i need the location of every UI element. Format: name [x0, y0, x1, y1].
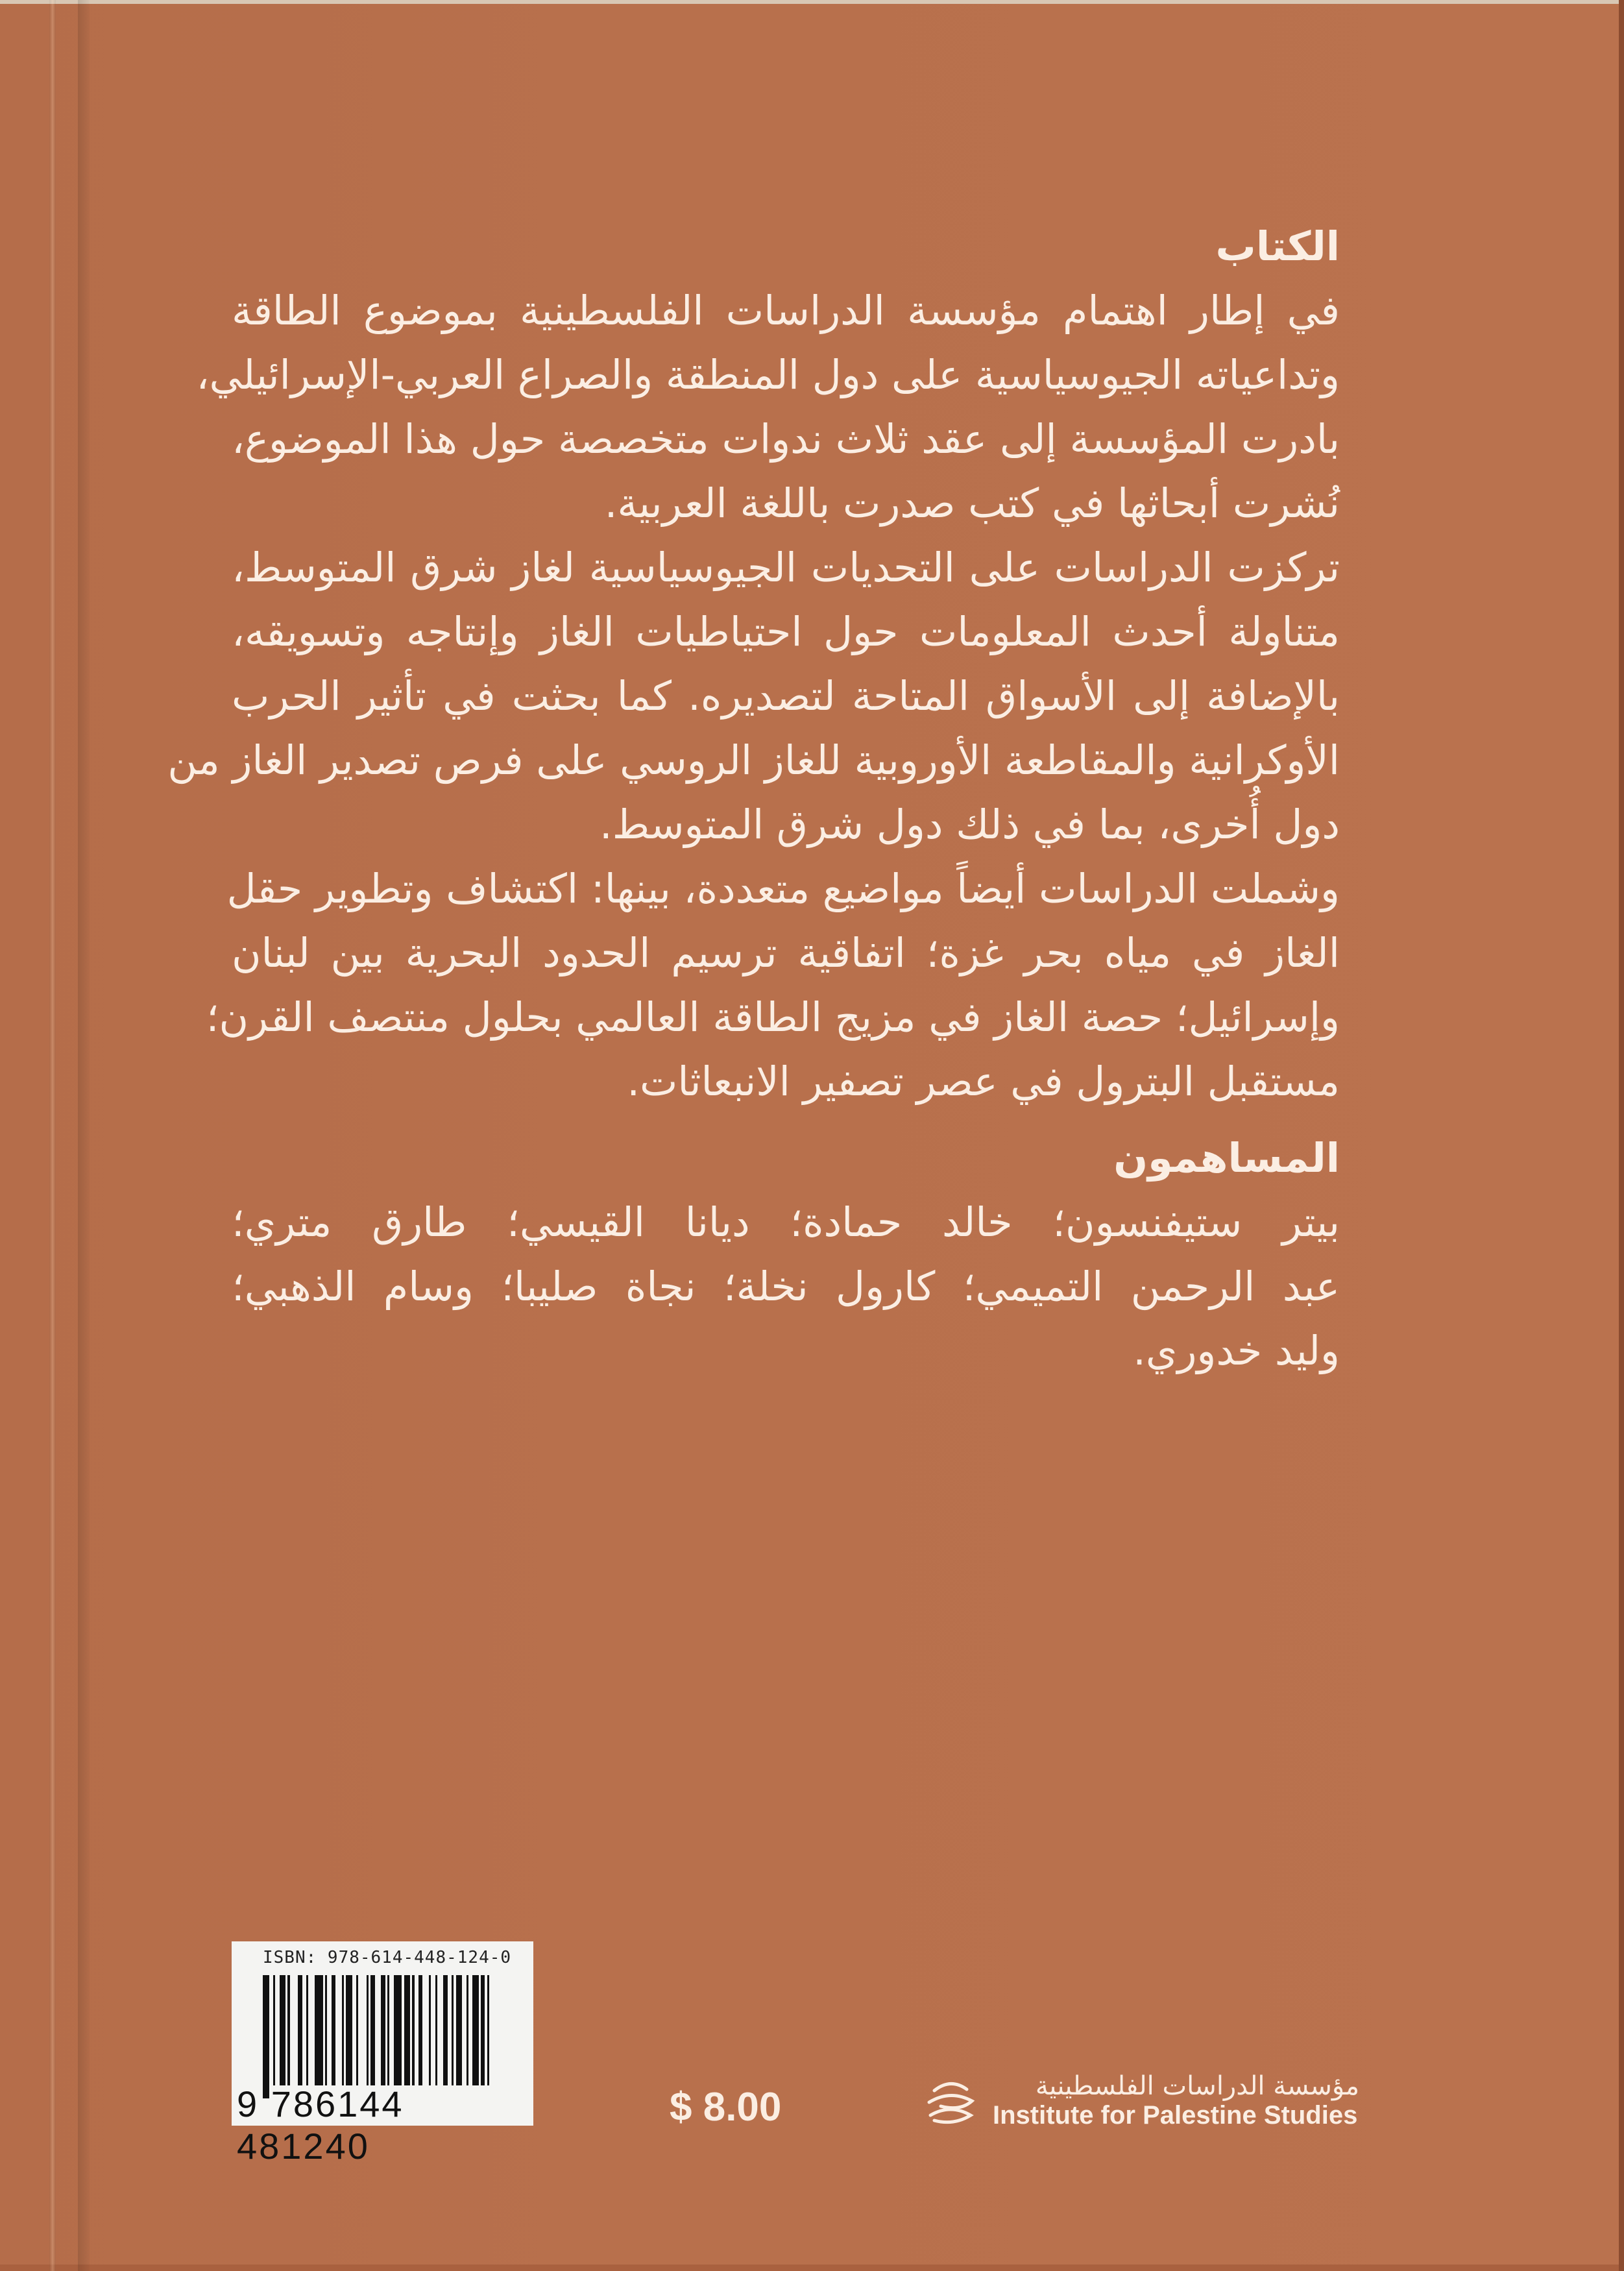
barcode-bar [467, 1975, 468, 2085]
barcode-bar [356, 1975, 358, 2085]
contributors-line: بيتر ستيفنسون؛ خالد حمادة؛ ديانا القيسي؛ طارق متري؛ [232, 1198, 1340, 1246]
page-edges [0, 0, 1619, 4]
barcode-bar [487, 1975, 489, 2085]
spine-hinge [49, 0, 56, 2271]
barcode-bar [325, 1975, 327, 2085]
text-line: الأوكرانية والمقاطعة الأوروبية للغاز الروسي على فرص تصدير الغاز من [167, 736, 1340, 784]
barcode-bar [306, 1975, 308, 2085]
barcode-bar [342, 1975, 344, 2085]
barcode-bar [263, 1975, 269, 2098]
barcode-bar [418, 1975, 422, 2085]
book-description [167, 214, 1340, 1113]
barcode-bar [452, 1975, 454, 2085]
text-line: الغاز في مياه بحر غزة؛ اتفاقية ترسيم الحدود البحرية بين لبنان [232, 929, 1340, 977]
barcode-bar [287, 1975, 289, 2085]
spine-hinge-shadow [78, 0, 90, 2271]
barcode-digits: 9 786144 481240 [237, 2083, 404, 2167]
publisher-logo [921, 2071, 1363, 2133]
cover-edge [1619, 0, 1624, 2271]
text-line: بالإضافة إلى الأسواق المتاحة لتصديره. كما بحثت في تأثير الحرب [232, 672, 1340, 720]
barcode-bar [332, 1975, 335, 2085]
publisher-name-en: Institute for Palestine Studies [993, 2101, 1358, 2130]
barcode-bar [298, 1975, 302, 2085]
barcode-bars [263, 1975, 522, 2092]
text-line: وإسرائيل؛ حصة الغاز في مزيج الطاقة العالمي بحلول منتصف القرن؛ [206, 993, 1340, 1041]
barcode-bar [456, 1975, 463, 2085]
text-line: تركزت الدراسات على التحديات الجيوسياسية لغاز شرق المتوسط، [232, 544, 1340, 591]
barcode-bar [367, 1975, 369, 2085]
barcode-bar [346, 1975, 352, 2085]
text-line: وشملت الدراسات أيضاً مواضيع متعددة، بينها: اكتشاف وتطوير حقل [226, 865, 1340, 912]
text-line: مستقبل البترول في عصر تصفير الانبعاثات. [627, 1058, 1340, 1105]
barcode-bar [370, 1975, 374, 2085]
barcode-bar [404, 1975, 411, 2085]
price: $ 8.00 [670, 2085, 782, 2130]
contributors-line: وليد خدوري. [1133, 1327, 1340, 1374]
barcode-bar [435, 1975, 437, 2085]
publisher-emblem-icon [921, 2078, 980, 2130]
barcode-bar [394, 1975, 402, 2085]
contributors [232, 1126, 1340, 1383]
text-line: نُشرت أبحاثها في كتب صدرت باللغة العربية. [604, 480, 1340, 527]
barcode-bar [481, 1975, 485, 2085]
barcode-bar [429, 1975, 431, 2085]
text-line: بادرت المؤسسة إلى عقد ثلاث ندوات متخصصة حول هذا الموضوع، [232, 415, 1340, 463]
barcode-bar [315, 1975, 323, 2085]
barcode-bar [472, 1975, 479, 2085]
text-line: في إطار اهتمام مؤسسة الدراسات الفلسطينية بموضوع الطاقة [232, 287, 1340, 334]
barcode-bar [381, 1975, 385, 2085]
section-heading: المساهمون [1113, 1134, 1340, 1182]
isbn-barcode [232, 1941, 533, 2167]
barcode-bar [443, 1975, 447, 2085]
barcode-bar [387, 1975, 389, 2085]
section-heading: الكتاب [1215, 223, 1340, 270]
text-line: وتداعياته الجيوسياسية على دول المنطقة والصراع العربي-الإسرائيلي، [196, 351, 1340, 398]
text-line: دول أُخرى، بما في ذلك دول شرق المتوسط. [600, 801, 1340, 848]
isbn-label: ISBN: 978-614-448-124-0 [263, 1948, 512, 1967]
contributors-line: عبد الرحمن التميمي؛ كارول نخلة؛ نجاة صليبا؛ وسام الذهبي؛ [232, 1263, 1340, 1310]
publisher-name-ar: مؤسسة الدراسات الفلسطينية [1035, 2071, 1359, 2101]
barcode-bar [273, 1975, 275, 2085]
barcode-bar [280, 1975, 286, 2085]
text-line: متناولة أحدث المعلومات حول احتياطيات الغاز وإنتاجه وتسويقه، [232, 608, 1340, 655]
barcode-bar [412, 1975, 414, 2085]
